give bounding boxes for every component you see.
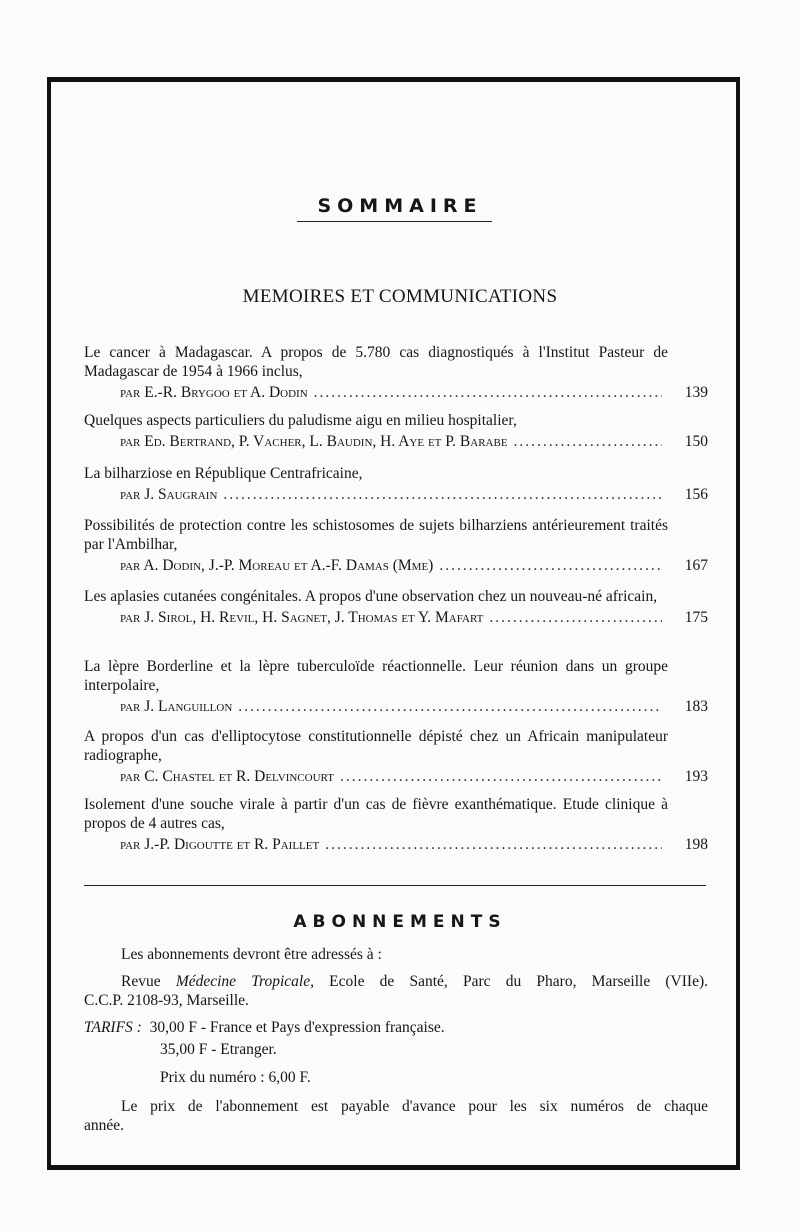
- section-divider: [84, 885, 706, 886]
- entry-title: A propos d'un cas d'elliptocytose constitutionnelle dépisté chez un Africain manipulateur radiographe,: [84, 728, 668, 764]
- sommaire-heading: SOMMAIRE: [317, 195, 483, 217]
- abonnements-heading: ABONNEMENTS: [293, 912, 507, 932]
- journal-name: Médecine Tropicale,: [175, 973, 314, 990]
- payment-line-2: année.: [84, 1117, 125, 1134]
- tarifs-line-1: [84, 1018, 445, 1037]
- entry-title: Le cancer à Madagascar. A propos de 5.780 cas diagnostiqués à l'Institut Pasteur de Madagascar de 1954 à 1966 inclus,: [84, 344, 668, 380]
- entry-authors: par J. Languillon: [120, 698, 233, 715]
- toc-entry: [84, 587, 708, 627]
- section-heading: MEMOIRES ET COMMUNICATIONS: [242, 286, 558, 307]
- tarif-france: 30,00 F - France et Pays d'expression française.: [149, 1019, 445, 1036]
- entry-page: 175: [684, 609, 708, 626]
- entry-page: 156: [684, 486, 708, 503]
- tarifs-label: TARIFS :: [84, 1019, 142, 1036]
- entry-page: 198: [684, 836, 708, 853]
- toc-entry: [84, 657, 708, 716]
- abonnements-address: [121, 972, 708, 991]
- entry-authors: par J.-P. Digoutte et R. Paillet: [120, 836, 320, 853]
- sommaire-underline: [297, 221, 492, 222]
- entry-title: Isolement d'une souche virale à partir d'un cas de fièvre exanthématique. Etude clinique à propos de 4 autres cas,: [84, 796, 668, 832]
- entry-authors: par E.-R. Brygoo et A. Dodin: [120, 384, 308, 401]
- tarif-etranger: 35,00 F - Etranger.: [160, 1041, 277, 1058]
- entry-title: La lèpre Borderline et la lèpre tuberculoïde réactionnelle. Leur réunion dans un groupe interpolaire,: [84, 658, 668, 694]
- toc-entry: [84, 795, 708, 854]
- entry-page: 150: [684, 433, 708, 450]
- leader-dots: [439, 556, 662, 575]
- abonnements-ccp: C.C.P. 2108-93, Marseille.: [84, 992, 249, 1009]
- entry-authors: par C. Chastel et R. Delvincourt: [120, 768, 334, 785]
- entry-page: 167: [684, 557, 708, 574]
- leader-dots: [489, 608, 662, 627]
- entry-title: Possibilités de protection contre les schistosomes de sujets bilharziens antérieurement traités par l'Ambilhar,: [84, 517, 668, 553]
- entry-page: 139: [684, 384, 708, 401]
- payment-line-1: Le prix de l'abonnement est payable d'avance pour les six numéros de chaque: [121, 1098, 708, 1115]
- entry-authors: par A. Dodin, J.-P. Moreau et A.-F. Damas (Mme): [120, 557, 434, 574]
- toc-entry: [84, 464, 708, 504]
- abonnements-intro: Les abonnements devront être adressés à :: [121, 946, 382, 963]
- leader-dots: [325, 835, 662, 854]
- leader-dots: [223, 485, 662, 504]
- toc-entry: [84, 516, 708, 575]
- address-prefix: Revue: [121, 973, 161, 990]
- leader-dots: [314, 383, 662, 402]
- prix-numero: Prix du numéro : 6,00 F.: [160, 1069, 311, 1086]
- entry-authors: par J. Saugrain: [120, 486, 218, 503]
- entry-authors: par Ed. Bertrand, P. Vacher, L. Baudin, H. Aye et P. Barabe: [120, 433, 508, 450]
- toc-entry: [84, 411, 708, 451]
- entry-page: 183: [684, 698, 708, 715]
- entry-title: La bilharziose en République Centrafricaine,: [84, 465, 363, 482]
- toc-entry: [84, 343, 708, 402]
- entry-title: Quelques aspects particuliers du paludisme aigu en milieu hospitalier,: [84, 412, 517, 429]
- leader-dots: [514, 432, 662, 451]
- entry-page: 193: [684, 768, 708, 785]
- entry-authors: par J. Sirol, H. Revil, H. Sagnet, J. Thomas et Y. Mafart: [120, 609, 484, 626]
- address-rest: Ecole de Santé, Parc du Pharo, Marseille (VIIe).: [329, 973, 708, 990]
- entry-title: Les aplasies cutanées congénitales. A propos d'une observation chez un nouveau-né africain,: [84, 588, 658, 605]
- toc-entry: [84, 727, 708, 786]
- leader-dots: [340, 767, 662, 786]
- leader-dots: [238, 697, 662, 716]
